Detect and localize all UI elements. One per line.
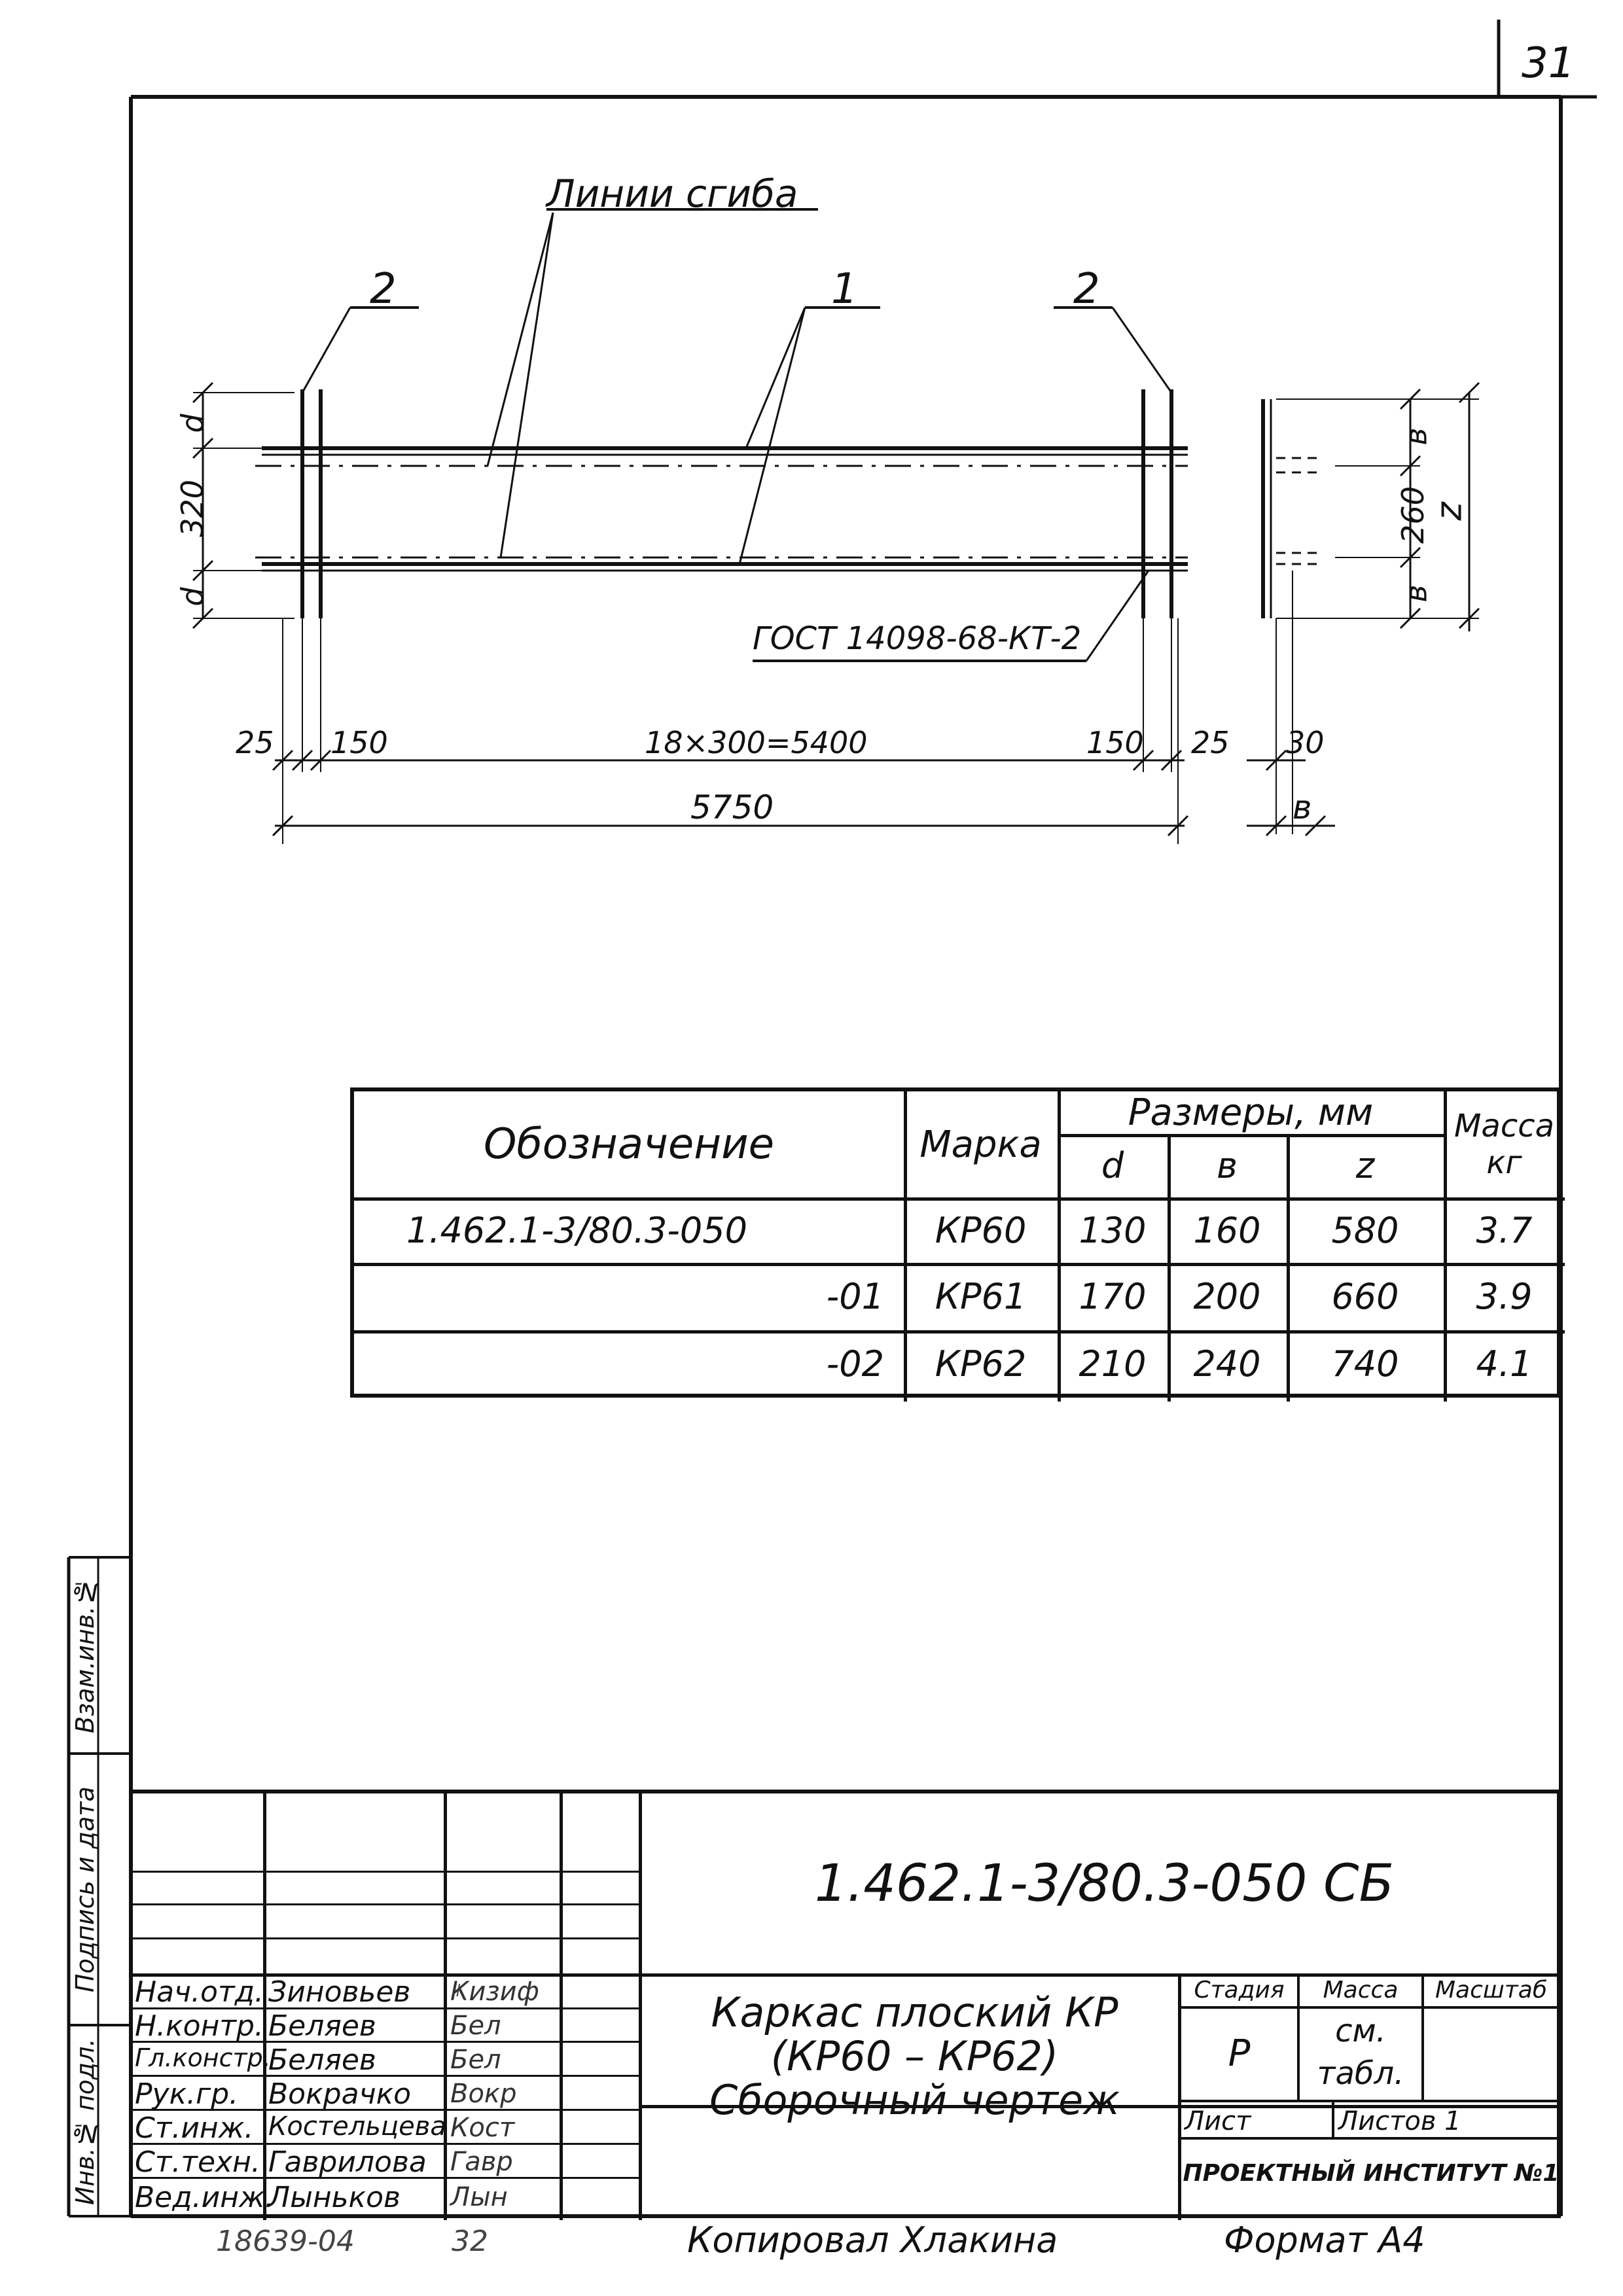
table-cell-z: 740	[1331, 1343, 1399, 1385]
dim-d-bottom: d	[175, 587, 211, 607]
staff-signature: Вокр	[450, 2079, 517, 2109]
table-cell-d: 130	[1079, 1209, 1147, 1251]
table-cell-z: 580	[1331, 1209, 1399, 1251]
footer-copied-by: Копировал Хлакина	[687, 2219, 1058, 2261]
spec-table	[350, 1087, 1561, 1398]
staff-signature: Бел	[450, 2011, 501, 2041]
callout-2-left: 2	[370, 265, 397, 313]
page-number: 31	[1522, 39, 1575, 88]
header-mass-tb: Масса	[1323, 1977, 1399, 2004]
staff-role: Н.контр.	[135, 2009, 264, 2043]
staff-name: Лыньков	[268, 2181, 401, 2214]
table-row: -02	[826, 1343, 884, 1385]
header-b: в	[1217, 1145, 1238, 1186]
staff-signature: Гавр	[450, 2147, 513, 2177]
staff-role: Вед.инж.	[135, 2181, 274, 2214]
callout-1: 1	[831, 265, 858, 313]
bend-lines-label: Линии сгиба	[546, 171, 798, 216]
staff-name: Гаврилова	[268, 2146, 427, 2179]
table-cell-mark: КР60	[935, 1209, 1027, 1251]
staff-name: Беляев	[268, 2009, 376, 2043]
staff-signature: Бел	[450, 2045, 501, 2075]
header-designation: Обозначение	[483, 1120, 775, 1169]
staff-signature: Кост	[450, 2113, 515, 2143]
dim-side-260: 260	[1395, 486, 1431, 544]
staff-name: Костельцева	[268, 2111, 446, 2142]
mass-value-line-2: табл.	[1317, 2055, 1404, 2092]
stage-value: Р	[1228, 2032, 1251, 2075]
mass-value-line-1: см.	[1335, 2013, 1386, 2049]
header-mass-unit: кг	[1486, 1144, 1522, 1181]
title-line-3: Сборочный чертеж	[709, 2076, 1120, 2124]
table-cell-mark: КР61	[935, 1276, 1027, 1317]
staff-name: Зиновьев	[268, 1975, 411, 2009]
footer-inventory: 18639-04	[216, 2225, 355, 2258]
title-block	[131, 1790, 1561, 2216]
header-mark: Марка	[919, 1123, 1042, 1166]
dim-25-left: 25	[236, 725, 274, 760]
staff-name: Беляев	[268, 2043, 376, 2077]
header-d: d	[1101, 1145, 1124, 1186]
staff-role: Рук.гр.	[135, 2077, 239, 2111]
title-line-2: (КР60 – КР62)	[770, 2032, 1059, 2080]
staff-role: Нач.отд.	[135, 1975, 264, 2009]
header-mass	[1444, 1091, 1565, 1197]
dim-side-b: в	[1293, 788, 1312, 826]
footer-number: 32	[452, 2225, 488, 2258]
table-row: -01	[826, 1276, 884, 1317]
header-scale: Масштаб	[1435, 1977, 1548, 2004]
header-mass-label: Масса	[1454, 1108, 1555, 1144]
staff-role: Ст.инж.	[135, 2111, 254, 2145]
side-label-signature-date: Подпись и дата	[71, 1786, 99, 1992]
header-dimensions: Размеры, мм	[1128, 1091, 1374, 1134]
dim-side-b-bottom: в	[1398, 584, 1434, 603]
table-cell-d: 170	[1079, 1276, 1147, 1317]
dim-320: 320	[174, 480, 210, 537]
sheet-label: Лист	[1185, 2106, 1251, 2136]
table-cell-mark: КР62	[935, 1343, 1027, 1385]
table-cell-mass: 3.9	[1476, 1276, 1533, 1317]
dim-side-30: 30	[1286, 725, 1325, 760]
gost-label: ГОСТ 14098-68-КТ-2	[753, 620, 1082, 657]
dim-total: 5750	[690, 788, 774, 826]
organization-name: ПРОЕКТНЫЙ ИНСТИТУТ №1	[1183, 2160, 1560, 2187]
table-cell-d: 210	[1079, 1343, 1147, 1385]
dim-150-left: 150	[330, 725, 388, 760]
callout-2-right: 2	[1073, 265, 1100, 313]
dim-d-top: d	[175, 414, 211, 433]
side-label-replacement: Взам.инв.№	[71, 1577, 99, 1734]
header-z: z	[1355, 1145, 1375, 1186]
footer-format: Формат А4	[1224, 2219, 1425, 2261]
staff-name: Вокрачко	[268, 2077, 412, 2111]
table-row: 1.462.1-3/80.3-050	[406, 1209, 747, 1251]
table-cell-b: 240	[1193, 1343, 1261, 1385]
staff-role: Ст.техн.	[135, 2146, 260, 2179]
document-code: 1.462.1-3/80.3-050 СБ	[814, 1854, 1395, 1913]
table-cell-mass: 3.7	[1476, 1209, 1533, 1251]
dim-side-b-top: в	[1398, 427, 1434, 446]
side-label-inventory: Инв.№ подл.	[71, 2038, 99, 2205]
title-line-1: Каркас плоский КР	[711, 1988, 1118, 2036]
header-stage: Стадия	[1194, 1977, 1285, 2004]
staff-role: Гл.констр.	[135, 2043, 271, 2072]
dim-span: 18×300=5400	[645, 725, 868, 760]
table-cell-b: 200	[1193, 1276, 1261, 1317]
table-cell-b: 160	[1193, 1209, 1261, 1251]
table-cell-z: 660	[1331, 1276, 1399, 1317]
table-cell-mass: 4.1	[1476, 1343, 1533, 1385]
staff-signature: Лын	[450, 2182, 508, 2212]
staff-signature: Ҝизиф	[450, 1977, 539, 2007]
dim-150-right: 150	[1086, 725, 1144, 760]
dim-side-z: z	[1428, 502, 1470, 521]
sheets-label: Листов 1	[1338, 2106, 1461, 2136]
dim-25-right: 25	[1191, 725, 1230, 760]
